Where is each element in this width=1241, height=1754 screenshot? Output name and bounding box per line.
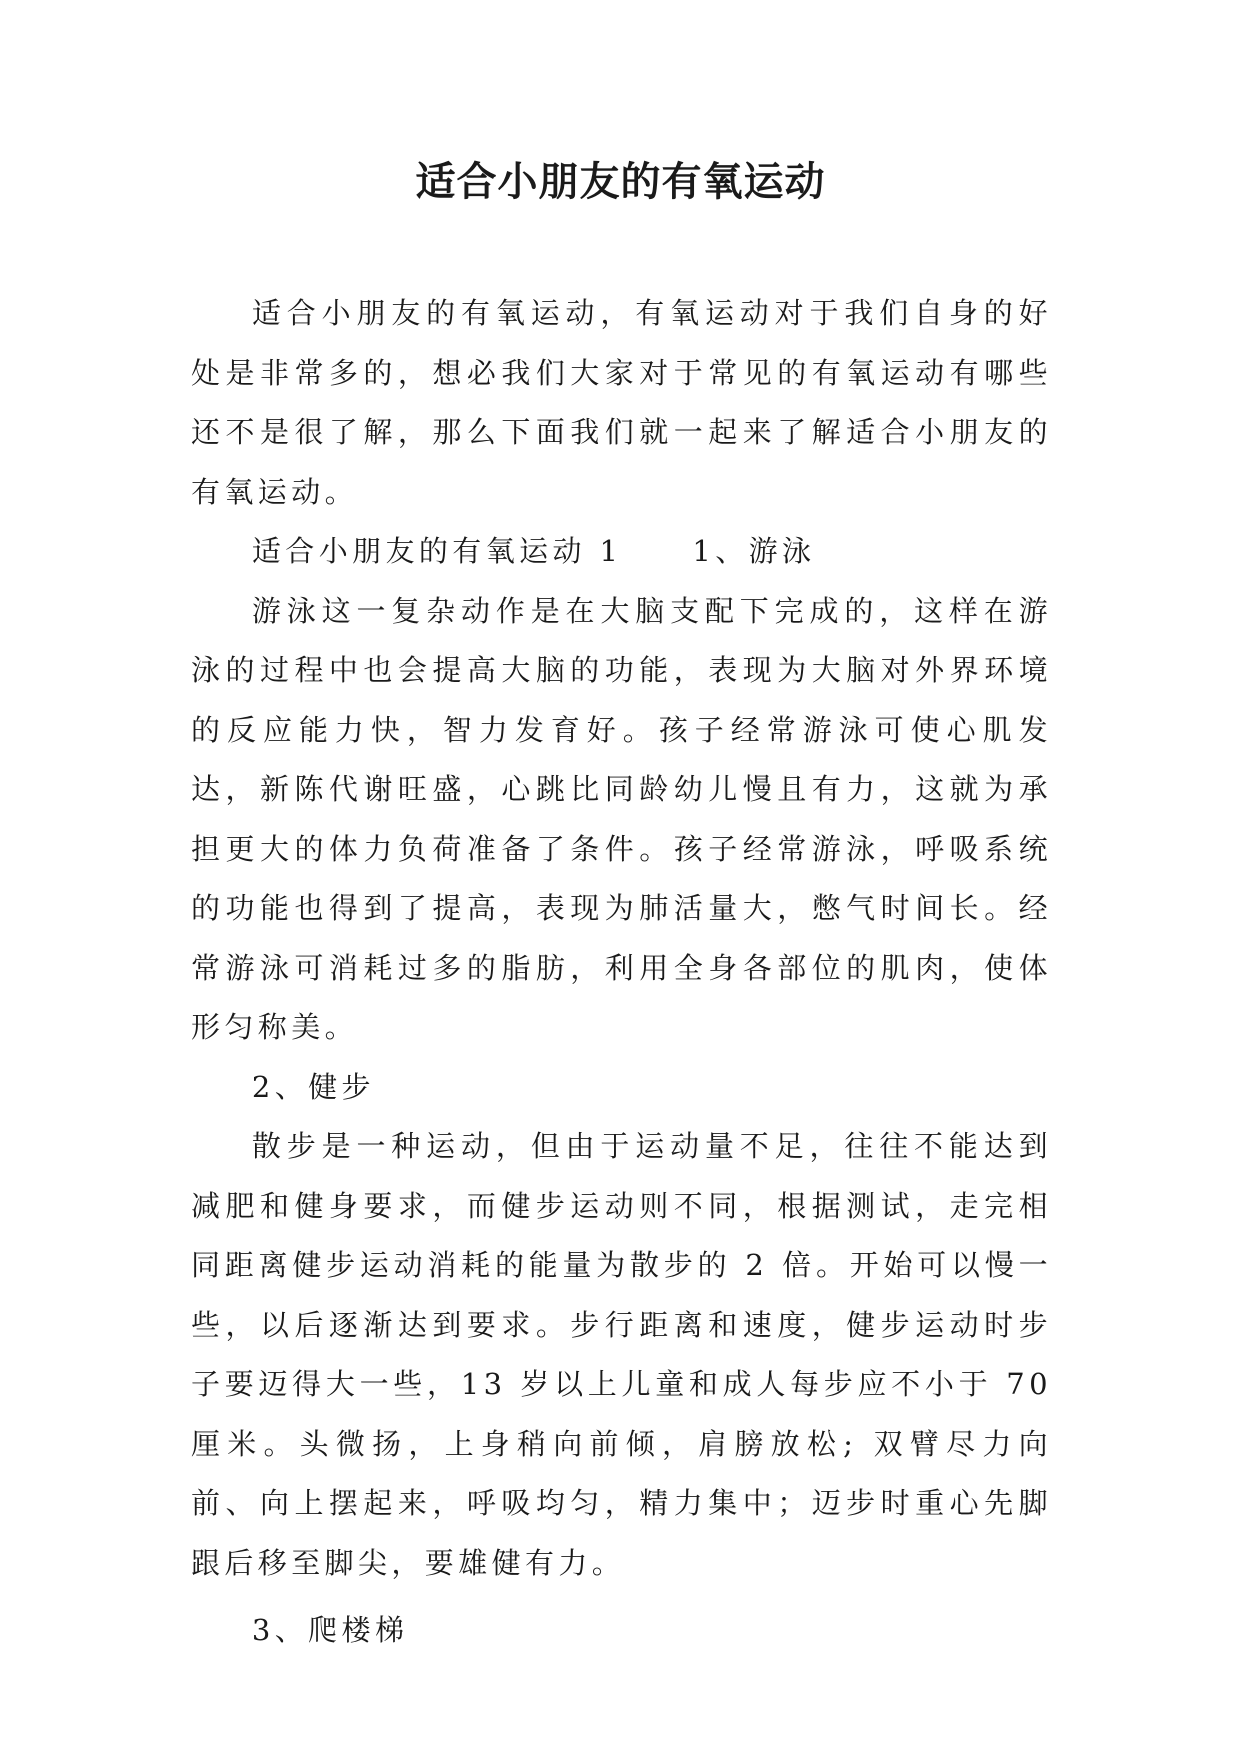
section-label: 适合小朋友的有氧运动 1 xyxy=(251,534,623,568)
section-heading-line xyxy=(191,522,1052,582)
item2-heading: 2、健步 xyxy=(251,1069,375,1104)
document-body xyxy=(191,284,1052,1661)
item3-heading: 3、爬楼梯 xyxy=(251,1613,409,1647)
intro-paragraph: 适合小朋友的有氧运动，有氧运动对于我们自身的好处是非常多的，想必我们大家对于常见的有氧运动有哪些还不是很了解，那么下面我们就一起来了解适合小朋友的有氧运动。 xyxy=(191,296,1052,509)
spacer xyxy=(191,1593,1052,1601)
page-title: 适合小朋友的有氧运动 xyxy=(415,158,826,205)
item1-paragraph: 游泳这一复杂动作是在大脑支配下完成的，这样在游泳的过程中也会提高大脑的功能，表现为大脑对外界环境的反应能力快，智力发育好。孩子经常游泳可使心肌发达，新陈代谢旺盛，心跳比同龄幼儿慢且有力，这就为承担更大的体力负荷准备了条件。孩子经常游泳，呼吸系统的功能也得到了提高，表现为肺活量大，憋气时间长。经常游泳可消耗过多的脂肪，利用全身各部位的肌肉，使体形匀称美。 xyxy=(191,593,1052,1044)
item1-heading: 1、游泳 xyxy=(692,534,816,568)
item2-paragraph: 散步是一种运动，但由于运动量不足，往往不能达到减肥和健身要求，而健步运动则不同，根据测试，走完相同距离健步运动消耗的能量为散步的 2 倍。开始可以慢一些，以后逐渐达到要求。步行距离和速度，健步运动时步子要迈得大一些，13 岁以上儿童和成人每步应不小于 70 厘米。头微扬，上身稍向前倾，肩膀放松; 双臂尽力向前、向上摆起来，呼吸均匀，精力集中；迈步时重心先脚跟后移至脚尖，要雄健有力。 xyxy=(191,1129,1052,1580)
